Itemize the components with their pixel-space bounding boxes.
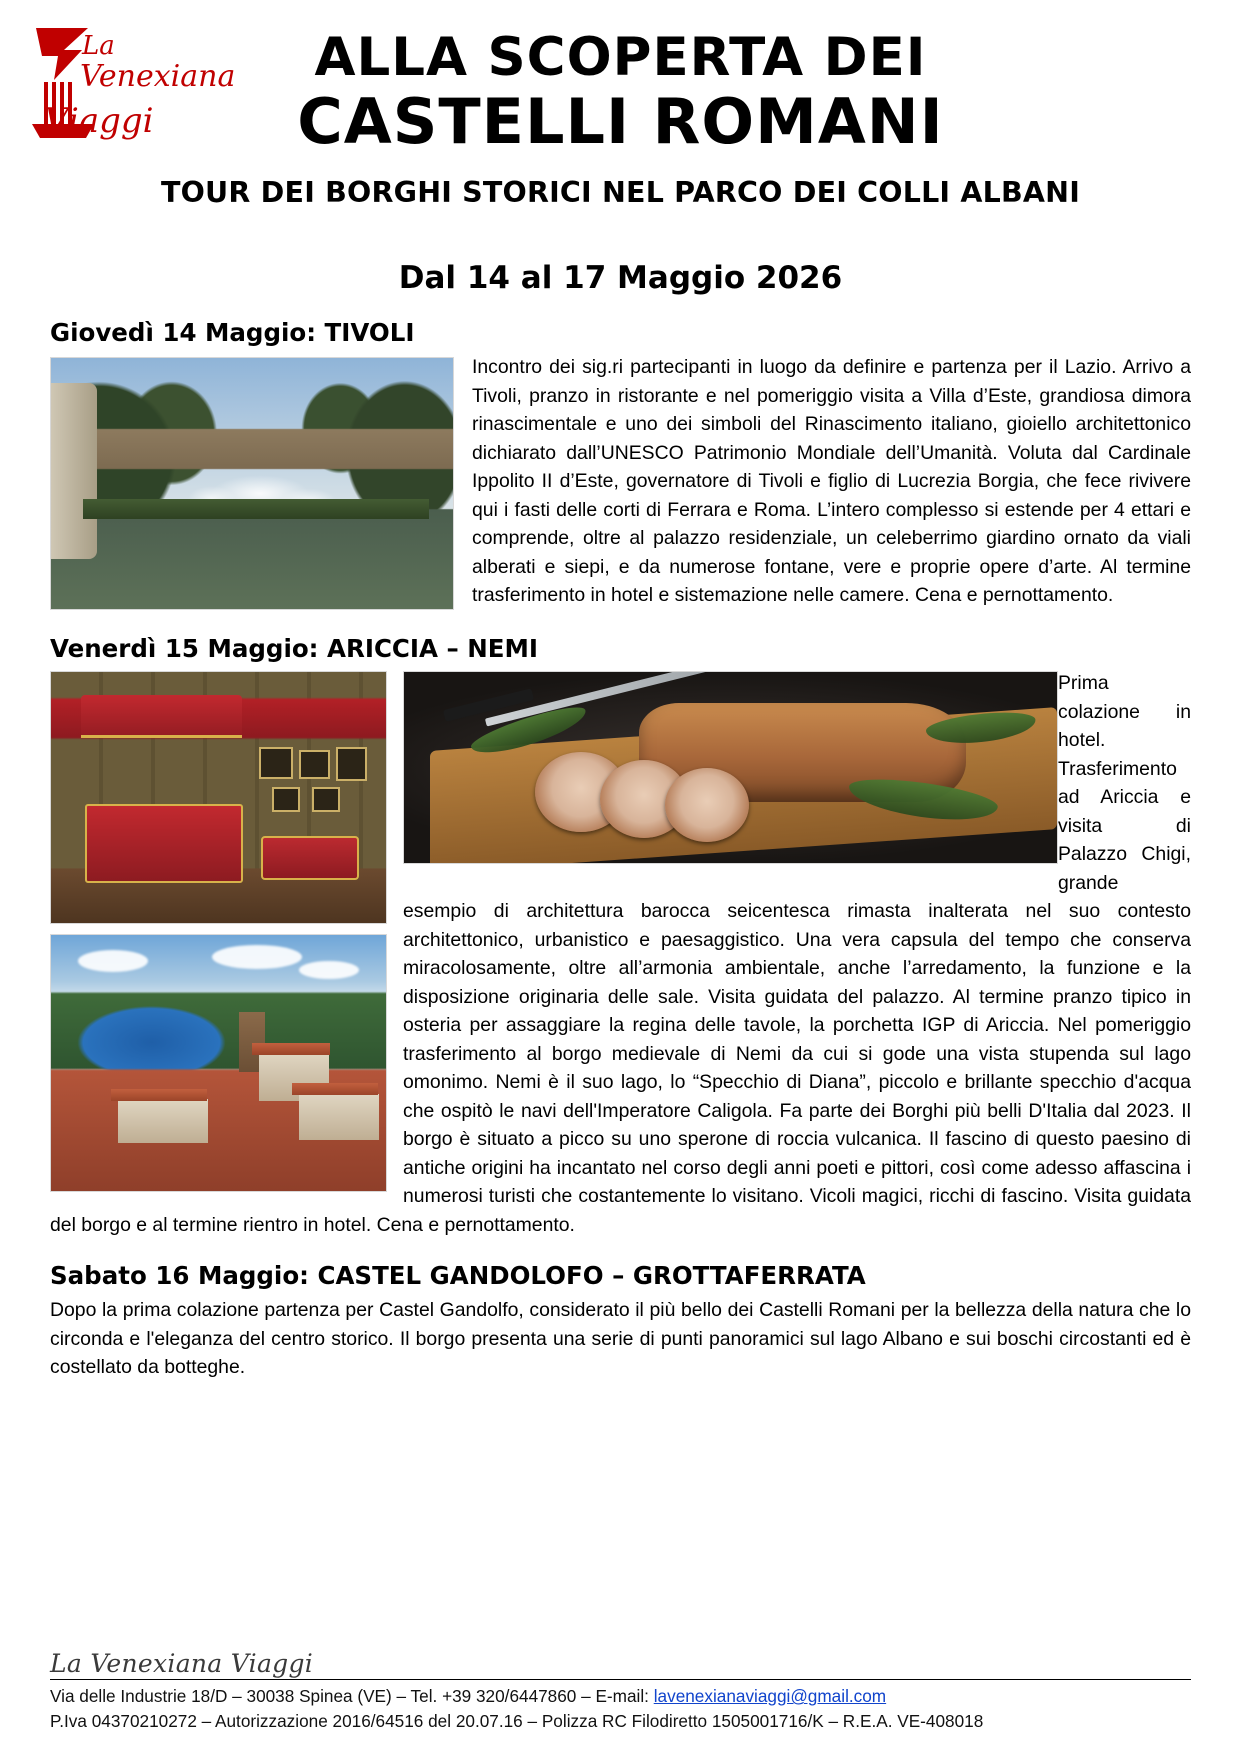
day-1-block [50,353,1191,612]
footer-divider [50,1679,1191,1680]
document-header [0,0,1241,230]
day-1-heading: Giovedì 14 Maggio: TIVOLI [50,318,415,347]
footer-address-text: Via delle Industrie 18/D – 30038 Spinea (VE) – Tel. +39 320/6447860 – E-mail: [50,1686,654,1707]
svg-text:Venexiana: Venexiana [80,59,236,94]
day-3-text: Dopo la prima colazione partenza per Castel Gandolfo, considerato il più bello dei Castelli Romani per la bellezza della natura che lo circonda e l'eleganza del centro storico. Il borgo presenta una serie di punti panoramici sul lago Albano e sui boschi circostanti ed è costellato da botteghe. [50,1299,1191,1379]
document-body [0,318,1241,1382]
svg-text:La: La [82,31,115,61]
day-1-text: Incontro dei sig.ri partecipanti in luogo da definire e partenza per il Lazio. Arrivo a Tivoli, pranzo in ristorante e nel pomeriggio visita a Villa d’Este, grandiosa dimora rinascimentale e uno dei simboli del Rinascimento italiano, gioiello architettonico dichiarato dall’UNESCO Patrimonio Mondiale dell’Umanità. Voluta dal Cardinale Ippolito II d’Este, governatore di Tivoli e figlio di Lucrezia Borgia, che fece rivivere qui i fasti delle corti di Ferrara e Roma. L’intero complesso si estende per 4 ettari e comprende, oltre al palazzo residenziale, un celeberrimo giardino ornato da viali alberati e siepi, e da numerose fontane, vere e proprie opere d’arte. Al termine trasferimento in hotel e sistemazione nelle camere. Cena e pernottamento. [472,356,1191,607]
photo-nemi-lake-village [50,934,387,1192]
day-2-heading: Venerdì 15 Maggio: ARICCIA – NEMI [50,634,539,663]
footer-email-link[interactable]: lavenexianaviaggi@gmail.com [653,1686,887,1707]
day-2-text: Prima colazione in hotel. Trasferimento ad Ariccia e visita di Palazzo Chigi, grande esempio di architettura barocca seicentesca rimasta inalterata nel suo contesto architettonico, urbanistico e paesaggistico. Una vera capsula del tempo che conserva miracolosamente, oltre all’armonia ambientale, anche l’arredamento, la funzione e la disposizione originaria delle sale. Visita guidata del palazzo. Al termine pranzo tipico in osteria per assaggiare la regina delle tavole, la porchetta IGP di Ariccia. Nel pomeriggio trasferimento al borgo medievale di Nemi da cui si gode una vista stupenda sul lago omonimo. Nemi è il suo lago, lo “Specchio di Diana”, piccolo e brillante specchio d'acqua che ospitò le navi dell'Imperatore Caligola. Fa parte dei Borghi più belli D'Italia dal 2023. Il borgo è situato a picco su uno sperone di roccia vulcanica. Il fascino di questo paesino di antiche origini ha incantato nel corso degli anni poeti e pittori, così come adesso affascina i numerosi turisti che costantemente lo visitano. Vicoli magici, ricchi di fascino. Visita guidata del borgo e al termine rientro in hotel. Cena e pernottamento. [50,672,1191,1236]
page-subtitle: TOUR DEI BORGHI STORICI NEL PARCO DEI COLLI ALBANI [160,176,1081,210]
day-2-block [50,669,1191,1239]
logo-la-venexiana-viaggi [24,20,264,150]
page-title-line-2: CASTELLI ROMANI [297,85,944,159]
svg-text:Viaggi: Viaggi [44,101,154,141]
photo-palazzo-chigi-interior [50,671,387,924]
page-title-line-1: ALLA SCOPERTA DEI [314,27,927,88]
footer-company-name: La Venexiana Viaggi [50,1649,314,1679]
photo-porchetta-igp [403,671,1058,864]
day-3-heading: Sabato 16 Maggio: CASTEL GANDOLOFO – GROTTAFERRATA [50,1261,866,1291]
tour-date-range: Dal 14 al 17 Maggio 2026 [398,260,843,296]
photo-villa-deste [50,357,454,610]
document-footer [0,1649,1241,1733]
footer-legal-line: P.Iva 04370210272 – Autorizzazione 2016/64516 del 20.07.16 – Polizza RC Filodiretto 1505001716/K – R.E.A. VE-408018 [50,1710,984,1731]
footer-contact-line [50,1684,1191,1708]
